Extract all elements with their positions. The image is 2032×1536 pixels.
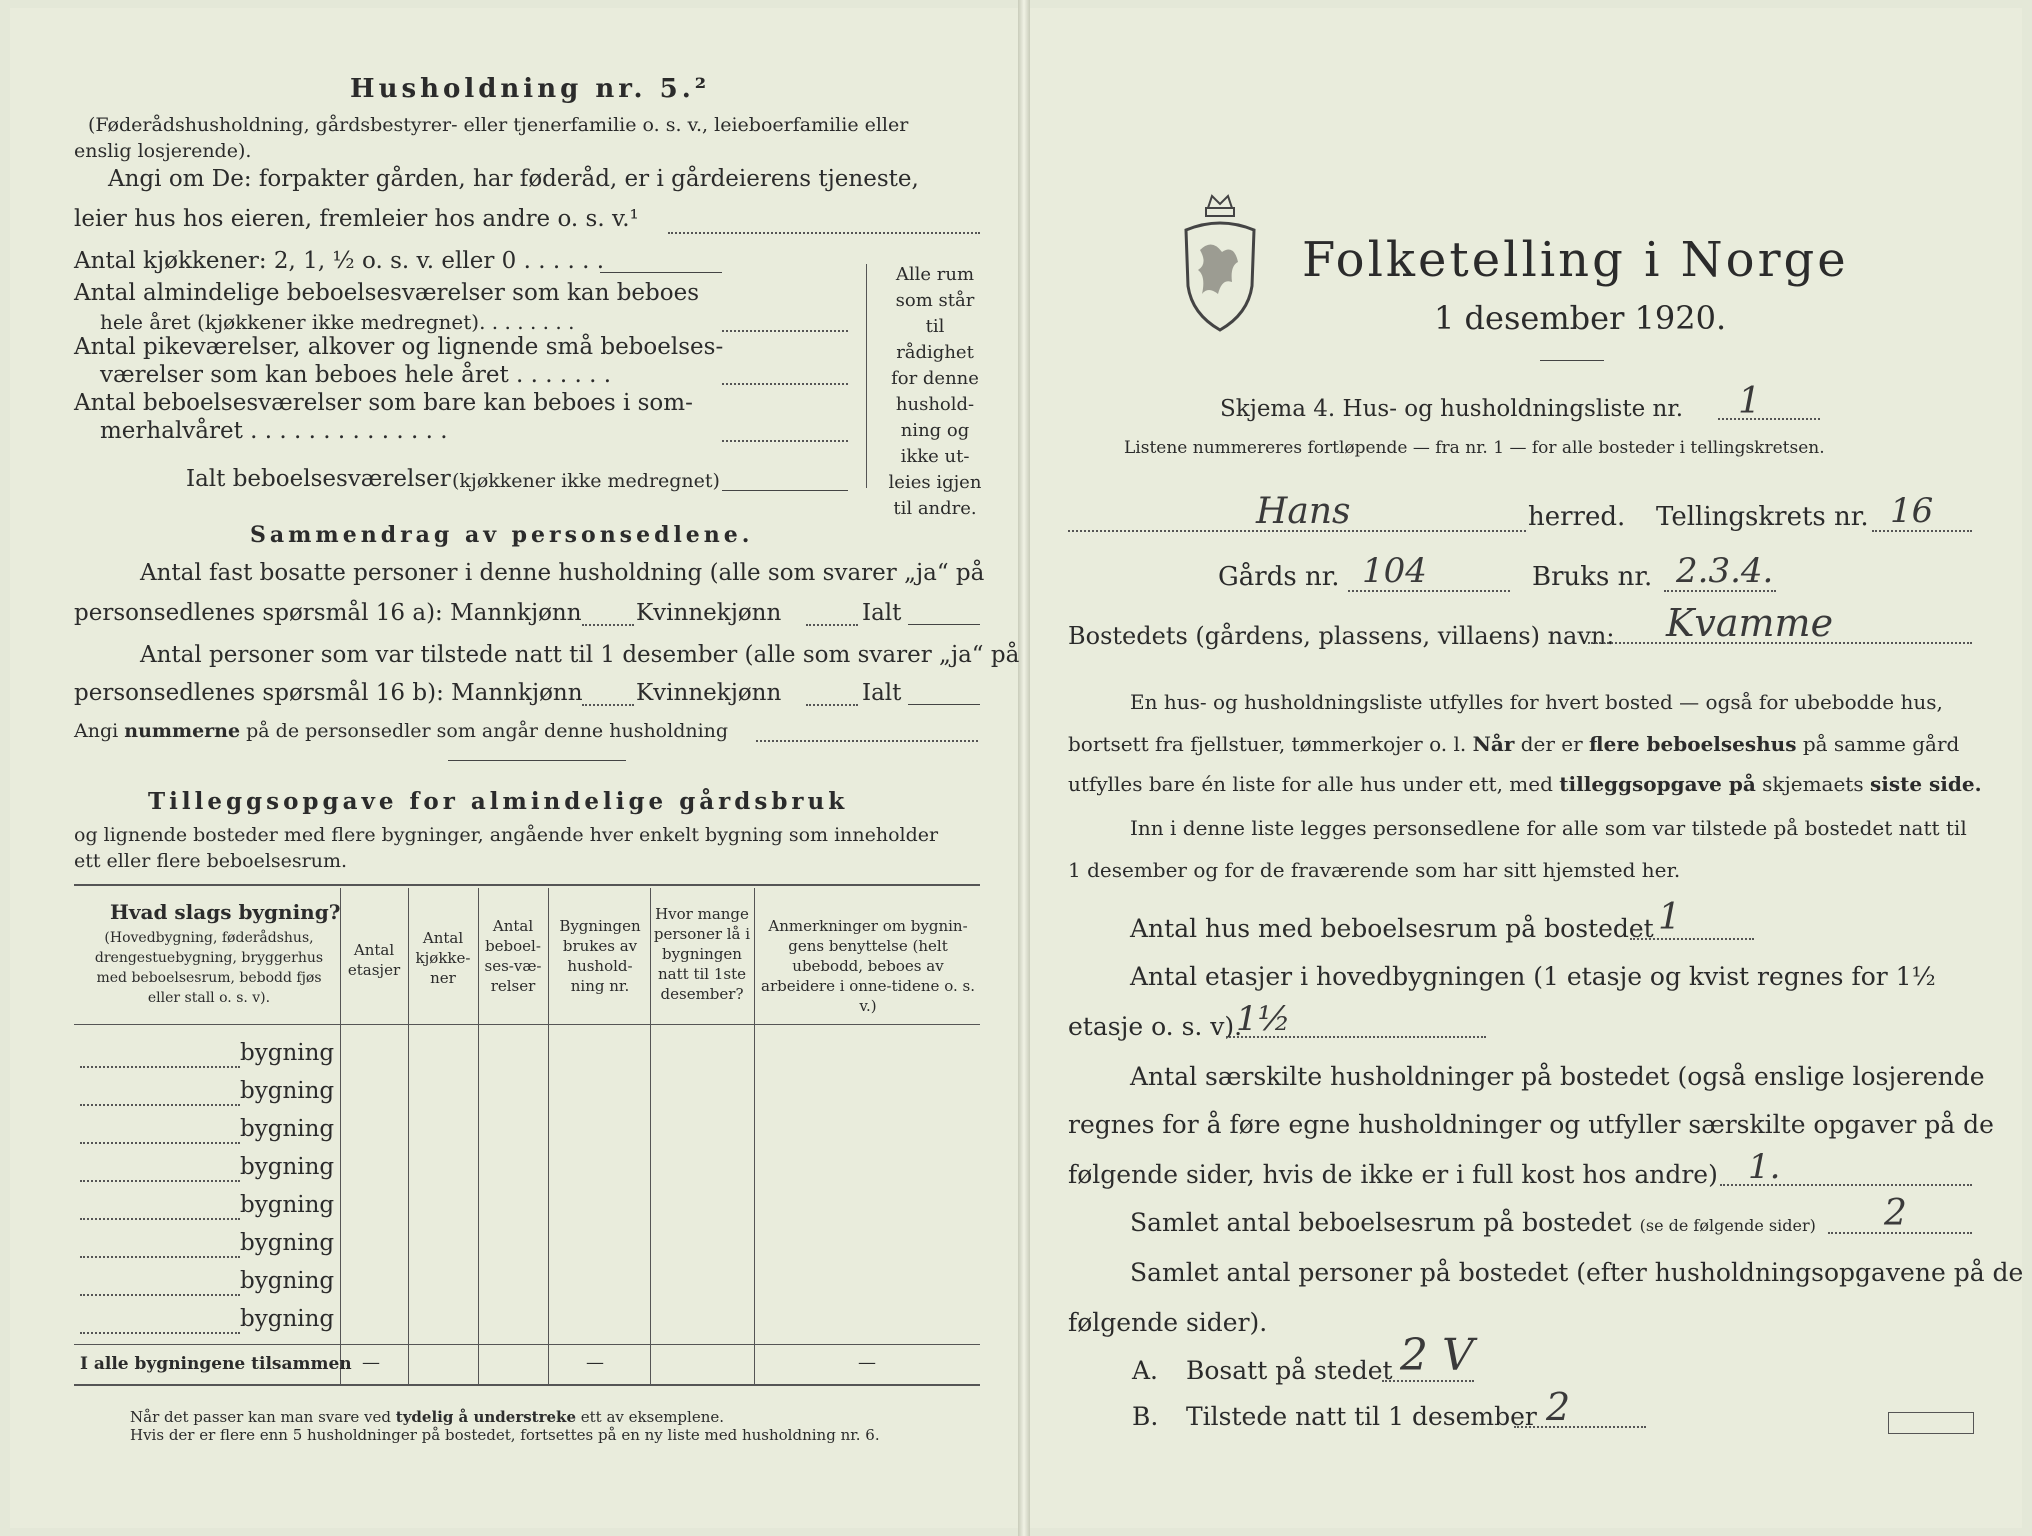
list-number-line[interactable]	[1718, 418, 1820, 420]
present-value: 2	[1546, 1385, 1571, 1429]
rooms-total-value: 2	[1884, 1193, 1907, 1234]
buildings-total-label: I alle bygningene tilsammen	[80, 1354, 352, 1374]
floors-line[interactable]	[1226, 1036, 1486, 1038]
floors-question-1: Antal etasjer i hovedbygningen (1 etasje og kvist regnes for 1½	[1130, 962, 1936, 991]
total-floors-dash: —	[362, 1352, 380, 1373]
table-col-rule	[754, 888, 755, 1384]
numbers-answer[interactable]	[756, 740, 978, 742]
households-question-2: regnes for å føre egne husholdninger og utfyller særskilte opgaver på de	[1068, 1110, 1994, 1139]
present-total-answer[interactable]	[908, 704, 980, 705]
extra-line-2: ett eller flere beboelsesrum.	[74, 850, 348, 872]
bruks-line[interactable]	[1664, 590, 1776, 592]
floors-question-2: etasje o. s. v).	[1068, 1012, 1243, 1041]
resident-value: 2 V	[1400, 1330, 1474, 1381]
resident-letter: A.	[1132, 1356, 1159, 1385]
table-col-rule	[548, 888, 549, 1384]
gards-line[interactable]	[1348, 590, 1510, 592]
houses-line[interactable]	[1630, 938, 1754, 940]
table-total-rule	[74, 1344, 980, 1345]
tenancy-answer-line[interactable]	[668, 232, 980, 234]
houses-question: Antal hus med beboelsesrum på bostedet	[1130, 914, 1654, 943]
rooms-line-0: Antal kjøkkener: 2, 1, ½ o. s. v. eller 0 . . . . . .	[74, 248, 605, 274]
left-page	[10, 8, 1020, 1528]
extra-line-1: og lignende bosteder med flere bygninger, angående hver enkelt bygning som inneholder	[74, 824, 939, 846]
total-used-by-dash: —	[586, 1352, 604, 1373]
rooms-line-3: Antal pikeværelser, alkover og lignende små beboelses-	[74, 334, 724, 360]
present-female-label: Kvinnekjønn	[636, 680, 782, 706]
herred-line[interactable]	[1068, 530, 1526, 532]
summary-line-1b: personsedlenes spørsmål 16 a): Mannkjønn	[74, 600, 582, 626]
tenancy-question-2: leier hus hos eieren, fremleier hos andre o. s. v.¹	[74, 206, 639, 232]
krets-label: Tellingskrets nr.	[1656, 502, 1869, 532]
building-row-label: bygning	[240, 1116, 335, 1142]
summary-heading: Sammendrag av personsedlene.	[250, 522, 754, 548]
used-by-header: Bygningen brukes av hushold-ning nr.	[559, 917, 641, 995]
bosted-line[interactable]	[1588, 642, 1972, 644]
total-remarks-dash: —	[858, 1352, 876, 1373]
present-female-answer[interactable]	[806, 704, 858, 706]
page-fold	[1018, 0, 1030, 1536]
resident-question: Bosatt på stedet	[1186, 1356, 1393, 1385]
building-type-cell[interactable]	[80, 1066, 240, 1068]
table-top-rule	[74, 884, 980, 886]
rooms-total-line[interactable]	[1828, 1232, 1972, 1234]
title-divider	[1540, 360, 1604, 361]
summary-line-2b: personsedlenes spørsmål 16 b): Mannkjønn	[74, 680, 583, 706]
floors-header: Antal etasjer	[347, 941, 401, 979]
instruction-1: En hus- og husholdningsliste utfylles for hvert bosted — også for ubebodde hus,	[1130, 690, 1943, 714]
building-type-subheader: (Hovedbygning, føderådshus, drengestuebygning, bryggerhus med beboelsesrum, bebodd fjøs eller stall o. s. v).	[94, 930, 324, 1006]
census-date: 1 desember 1920.	[1434, 299, 1727, 337]
present-total-label: Ialt	[862, 680, 902, 706]
list-number-value: 1	[1738, 381, 1761, 422]
building-row-label: bygning	[240, 1192, 335, 1218]
present-question: Tilstede natt til 1 desember	[1186, 1402, 1537, 1431]
building-type-cell[interactable]	[80, 1294, 240, 1296]
bruks-label: Bruks nr.	[1532, 562, 1653, 592]
building-type-cell[interactable]	[80, 1180, 240, 1182]
building-type-cell[interactable]	[80, 1256, 240, 1258]
building-type-cell[interactable]	[80, 1332, 240, 1334]
present-line[interactable]	[1514, 1426, 1646, 1428]
total-rooms-answer[interactable]	[722, 490, 848, 491]
rooms-side-note: Alle rum som står til rådighet for denne hushold- ning og ikke ut- leies igjen til andre.	[888, 264, 982, 519]
kitchens-answer[interactable]	[600, 272, 722, 273]
rooms-line-1: Antal almindelige beboelsesværelser som kan beboes	[74, 280, 700, 306]
rooms-line-5: Antal beboelsesværelser som bare kan beboes i som-	[74, 390, 693, 416]
building-row-label: bygning	[240, 1306, 335, 1332]
resident-total-label: Ialt	[862, 600, 902, 626]
rooms-line-2: hele året (kjøkkener ikke medregnet). . . . . . . .	[100, 310, 575, 334]
persons-question-2: følgende sider).	[1068, 1308, 1268, 1337]
summary-divider	[448, 760, 626, 761]
rooms-bracket	[866, 264, 867, 488]
table-header-rule	[74, 1024, 980, 1025]
bosted-value: Kvamme	[1666, 601, 1834, 645]
resident-female-answer[interactable]	[806, 624, 858, 626]
remarks-header: Anmerkninger om bygnin-gens benyttelse (helt ubebodd, beboes av arbeidere i onne-tidene o. s. v.)	[761, 917, 975, 1015]
printer-stamp	[1888, 1412, 1974, 1434]
household-note-1: (Føderådshusholdning, gårdsbestyrer- eller tjenerfamilie o. s. v., leieboerfamilie eller	[88, 114, 909, 136]
resident-line[interactable]	[1382, 1380, 1474, 1382]
building-row-label: bygning	[240, 1078, 335, 1104]
instruction-5: 1 desember og for de fraværende som har sitt hjemsted her.	[1068, 858, 1681, 882]
instruction-4: Inn i denne liste legges personsedlene for alle som var tilstede på bostedet natt til	[1130, 816, 1967, 840]
rooms-total-question: Samlet antal beboelsesrum på bostedet (se de følgende sider)	[1130, 1208, 1816, 1237]
herred-label: herred.	[1528, 502, 1626, 532]
building-row-label: bygning	[240, 1040, 335, 1066]
building-row-label: bygning	[240, 1154, 335, 1180]
krets-line[interactable]	[1872, 530, 1972, 532]
total-rooms-note: (kjøkkener ikke medregnet)	[452, 470, 720, 492]
household-title: Husholdning nr. 5.²	[350, 74, 711, 104]
building-type-cell[interactable]	[80, 1218, 240, 1220]
rooms-line-6: merhalvåret . . . . . . . . . . . . . .	[100, 418, 448, 444]
rooms-header: Antal beboel-ses-væ-relser	[484, 917, 542, 995]
table-col-rule	[340, 888, 341, 1384]
instruction-3: utfylles bare én liste for alle hus under ett, med tilleggsopgave på skjemaets siste side.	[1068, 772, 1982, 796]
summary-line-1a: Antal fast bosatte personer i denne husholdning (alle som svarer „ja“ på	[140, 560, 985, 586]
footnote-1: Når det passer kan man svare ved tydelig å understreke ett av eksemplene.	[130, 1408, 725, 1426]
bruks-value: 2.3.4.	[1676, 551, 1774, 591]
numbers-label: Angi nummerne på de personsedler som angår denne husholdning	[74, 720, 729, 742]
persons-question-1: Samlet antal personer på bostedet (efter husholdningsopgavene på de	[1130, 1258, 2024, 1287]
bosted-label: Bostedets (gårdens, plassens, villaens) navn:	[1068, 622, 1615, 650]
resident-male-answer[interactable]	[582, 624, 634, 626]
households-question-3: følgende sider, hvis de ikke er i full kost hos andre)	[1068, 1160, 1718, 1189]
summer-rooms-answer[interactable]	[722, 440, 848, 442]
krets-value: 16	[1890, 491, 1934, 531]
building-type-cell[interactable]	[80, 1142, 240, 1144]
herred-value: Hans	[1256, 491, 1351, 532]
footnote-2: Hvis der er flere enn 5 husholdninger på bostedet, fortsettes på en ny liste med husholdning nr. 6.	[130, 1426, 880, 1444]
households-value: 1.	[1748, 1147, 1781, 1187]
rooms-line-4: værelser som kan beboes hele året . . . . . . .	[100, 362, 612, 388]
tenancy-question-1: Angi om De: forpakter gården, har føderåd, er i gårdeierens tjeneste,	[108, 166, 919, 192]
houses-value: 1	[1658, 897, 1681, 938]
summary-line-2a: Antal personer som var tilstede natt til 1 desember (alle som svarer „ja“ på	[140, 642, 1020, 668]
coat-of-arms-icon	[1178, 190, 1262, 336]
present-letter: B.	[1132, 1402, 1159, 1431]
table-bottom-rule	[74, 1384, 980, 1386]
persons-header: Hvor mange personer lå i bygningen natt til 1ste desember?	[653, 905, 751, 1003]
building-type-cell[interactable]	[80, 1104, 240, 1106]
kitchens-header: Antal kjøkke-ner	[415, 929, 471, 987]
building-row-label: bygning	[240, 1230, 335, 1256]
ordinary-rooms-answer[interactable]	[722, 330, 848, 332]
small-rooms-answer[interactable]	[722, 383, 848, 385]
extra-heading: Tilleggsopgave for almindelige gårdsbruk	[148, 788, 849, 815]
numbering-note: Listene nummereres fortløpende — fra nr. 1 — for alle bosteder i tellingskretsen.	[1124, 438, 1825, 458]
schema-label: Skjema 4. Hus- og husholdningsliste nr.	[1220, 396, 1684, 422]
household-note-2: enslig losjerende).	[74, 140, 252, 162]
table-col-rule	[650, 888, 651, 1384]
households-line[interactable]	[1720, 1184, 1972, 1186]
resident-total-answer[interactable]	[908, 624, 980, 625]
table-col-rule	[478, 888, 479, 1384]
total-rooms-label: Ialt beboelsesværelser	[186, 466, 451, 492]
gards-value: 104	[1362, 551, 1427, 591]
building-type-header: Hvad slags bygning?	[110, 900, 341, 924]
table-col-rule	[408, 888, 409, 1384]
building-row-label: bygning	[240, 1268, 335, 1294]
present-male-answer[interactable]	[582, 704, 634, 706]
floors-value: 1½	[1236, 999, 1291, 1039]
households-question-1: Antal særskilte husholdninger på bostedet (også enslige losjerende	[1130, 1062, 1985, 1091]
form-title: Folketelling i Norge	[1302, 232, 1849, 288]
gards-label: Gårds nr.	[1218, 562, 1340, 592]
instruction-2: bortsett fra fjellstuer, tømmerkojer o. l. Når der er flere beboelseshus på samme gård	[1068, 732, 1960, 756]
resident-female-label: Kvinnekjønn	[636, 600, 782, 626]
